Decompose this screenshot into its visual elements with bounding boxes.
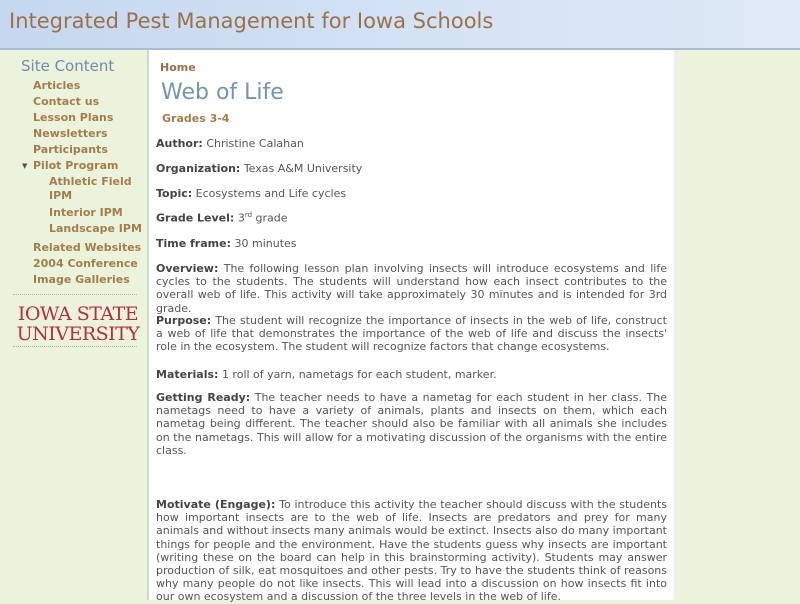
page-title: Web of Life <box>161 80 284 105</box>
sidebar-item-participants[interactable]: Participants <box>33 143 108 156</box>
topic-field <box>156 187 346 200</box>
section-label: Getting Ready: <box>156 391 251 404</box>
field-value-rest: grade <box>252 211 288 225</box>
organization-field <box>156 162 362 175</box>
logo-line2: UNIVERSITY <box>16 323 140 345</box>
sidebar <box>0 50 147 600</box>
logo-line1: IOWA STATE <box>17 303 139 325</box>
materials-section <box>156 368 667 381</box>
field-value-sup: rd <box>244 211 253 219</box>
sidebar-subitem-interior-ipm[interactable]: Interior IPM <box>49 206 123 219</box>
field-label: Organization: <box>156 162 241 175</box>
divider <box>13 294 137 295</box>
sidebar-subitem-athletic-field-ipm[interactable] <box>49 175 132 203</box>
grades-subtitle: Grades 3-4 <box>162 112 230 125</box>
field-value: 30 minutes <box>234 237 297 250</box>
right-panel <box>674 50 800 600</box>
time-frame-field <box>156 237 297 250</box>
motivate-section <box>156 498 667 604</box>
main-content <box>147 50 676 604</box>
sidebar-item-related-websites[interactable]: Related Websites <box>33 241 142 254</box>
section-text: The following lesson plan involving insects will introduce ecosystems and life cycles to the students. The students will understand how each insect contributes to the overall web of life. This activity will take approximately 30 minutes and is intended for 3rd grade. <box>156 262 667 315</box>
divider <box>13 346 137 347</box>
sidebar-item-2004-conference[interactable]: 2004 Conference <box>33 257 138 270</box>
field-value: Ecosystems and Life cycles <box>195 187 347 200</box>
section-label: Purpose: <box>156 314 212 327</box>
overview-section <box>156 262 667 315</box>
site-title[interactable]: Integrated Pest Management for Iowa Schools <box>9 9 494 33</box>
sidebar-item-contact-us[interactable]: Contact us <box>33 95 100 108</box>
field-label: Time frame: <box>156 237 231 250</box>
field-label: Author: <box>156 137 203 150</box>
site-header <box>0 0 800 50</box>
field-value: Christine Calahan <box>206 137 304 150</box>
sidebar-item-articles[interactable]: Articles <box>33 79 81 92</box>
field-value-num: 3 <box>237 211 245 225</box>
section-text: To introduce this activity the teacher should discuss with the students how important insects are to the web of life. Insects are predators and prey for many animals and without insects many animals would be extinct. Insects also do many important things for people and the environment. Have the students guess why insects are important (writing these on the board can help in this brainstorming activity). Students may answer production of silk, eat mosquitoes and other pests. Try to have the students think of reasons why many people do not like insects. This will lead into a discussion on how insects fit into our own ecosystem and a discussion of the three levels in the web of life. <box>156 498 667 604</box>
sidebar-subitem-label-line1: Athletic Field <box>49 175 132 188</box>
sidebar-title: Site Content <box>21 57 115 75</box>
field-label: Grade Level: <box>156 211 235 225</box>
section-label: Overview: <box>156 262 219 275</box>
section-text: The teacher needs to have a nametag for each student in her class. The nametags need to have a variety of animals, plants and insects on them, which each nametag being different. The teacher should also be familiar with all animals she includes on the nametags. This will allow for a motivating discussion of the organisms with the entire class. <box>156 391 668 457</box>
breadcrumb-home[interactable]: Home <box>160 61 196 74</box>
section-label: Materials: <box>156 368 219 381</box>
author-field <box>156 137 304 150</box>
sidebar-subitem-label-line2: IPM <box>49 189 73 202</box>
sidebar-item-image-galleries[interactable]: Image Galleries <box>33 273 130 286</box>
sidebar-item-newsletters[interactable]: Newsletters <box>33 127 108 140</box>
grade-level-field <box>156 211 288 225</box>
section-label: Motivate (Engage): <box>156 498 276 511</box>
field-value: Texas A&M University <box>243 162 363 175</box>
sidebar-item-pilot-program[interactable]: Pilot Program <box>33 159 119 172</box>
field-label: Topic: <box>156 187 193 200</box>
sidebar-item-lesson-plans[interactable]: Lesson Plans <box>33 111 114 124</box>
getting-ready-section <box>156 391 667 457</box>
iowa-state-logo[interactable] <box>16 304 140 344</box>
purpose-section <box>156 314 667 354</box>
sidebar-subitem-landscape-ipm[interactable]: Landscape IPM <box>49 222 142 235</box>
expand-arrow-icon[interactable]: ▼ <box>22 162 28 170</box>
section-text: 1 roll of yarn, nametags for each student, marker. <box>221 368 497 381</box>
section-text: The student will recognize the importance of insects in the web of life, construct a web of life that demonstrates the importance of the web of life and discuss the insects' role in the ecosystem. The student will recognize factors that change ecosystems. <box>156 314 667 354</box>
